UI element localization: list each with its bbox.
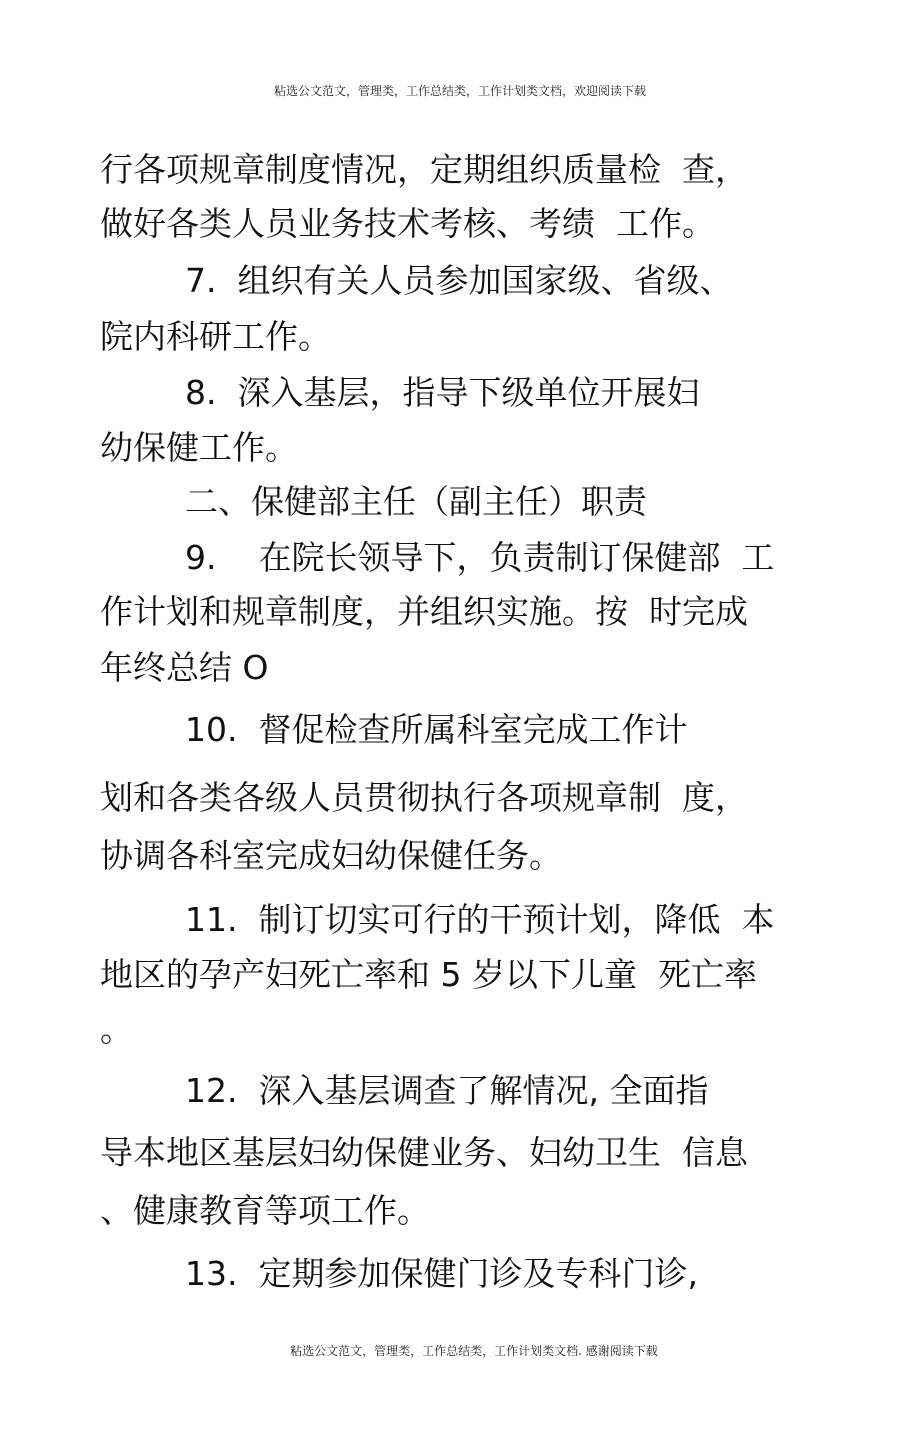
text-line: 作计划和规章制度，并组织实施。按 时完成 — [100, 592, 748, 631]
text-line: 8. 深入基层，指导下级单位开展妇 — [185, 373, 700, 412]
text-line: 、健康教育等项工作。 — [100, 1191, 430, 1230]
text-line: 协调各科室完成妇幼保健任务。 — [100, 836, 562, 875]
text-line: 10. 督促检查所属科室完成工作计 — [185, 710, 688, 749]
text-line: 做好各类人员业务技术考核、考绩 工作。 — [100, 204, 715, 243]
text-line: 11. 制订切实可行的干预计划，降低 本 — [185, 900, 775, 939]
text-line: 年终总结 O — [100, 648, 269, 687]
text-line: 7. 组织有关人员参加国家级、省级、 — [185, 261, 733, 300]
section-heading: 二、保健部主任（副主任）职责 — [185, 482, 647, 521]
text-line: 9. 在院长领导下，负责制订保健部 工 — [185, 538, 775, 577]
text-line: 幼保健工作。 — [100, 428, 298, 467]
text-line: 12. 深入基层调查了解情况, 全面指 — [185, 1071, 709, 1110]
text-line: 。 — [100, 1010, 133, 1049]
text-line: 院内科研工作。 — [100, 317, 331, 356]
text-line: 行各项规章制度情况，定期组织质量检 查， — [100, 150, 748, 189]
page-header: 粘选公文范文，管理类，工作总结类，工作计划类文档，欢迎阅读下载 — [273, 84, 646, 98]
text-line: 划和各类各级人员贯彻执行各项规章制 度， — [100, 778, 748, 817]
page-footer: 粘选公文范文，管理类，工作总结类，工作计划类文档. 感谢阅读下载 — [290, 1344, 658, 1358]
text-line: 导本地区基层妇幼保健业务、妇幼卫生 信息 — [100, 1133, 748, 1172]
text-line: 13. 定期参加保健门诊及专科门诊, — [185, 1254, 698, 1293]
text-line: 地区的孕产妇死亡率和 5 岁以下儿童 死亡率 — [100, 955, 757, 994]
